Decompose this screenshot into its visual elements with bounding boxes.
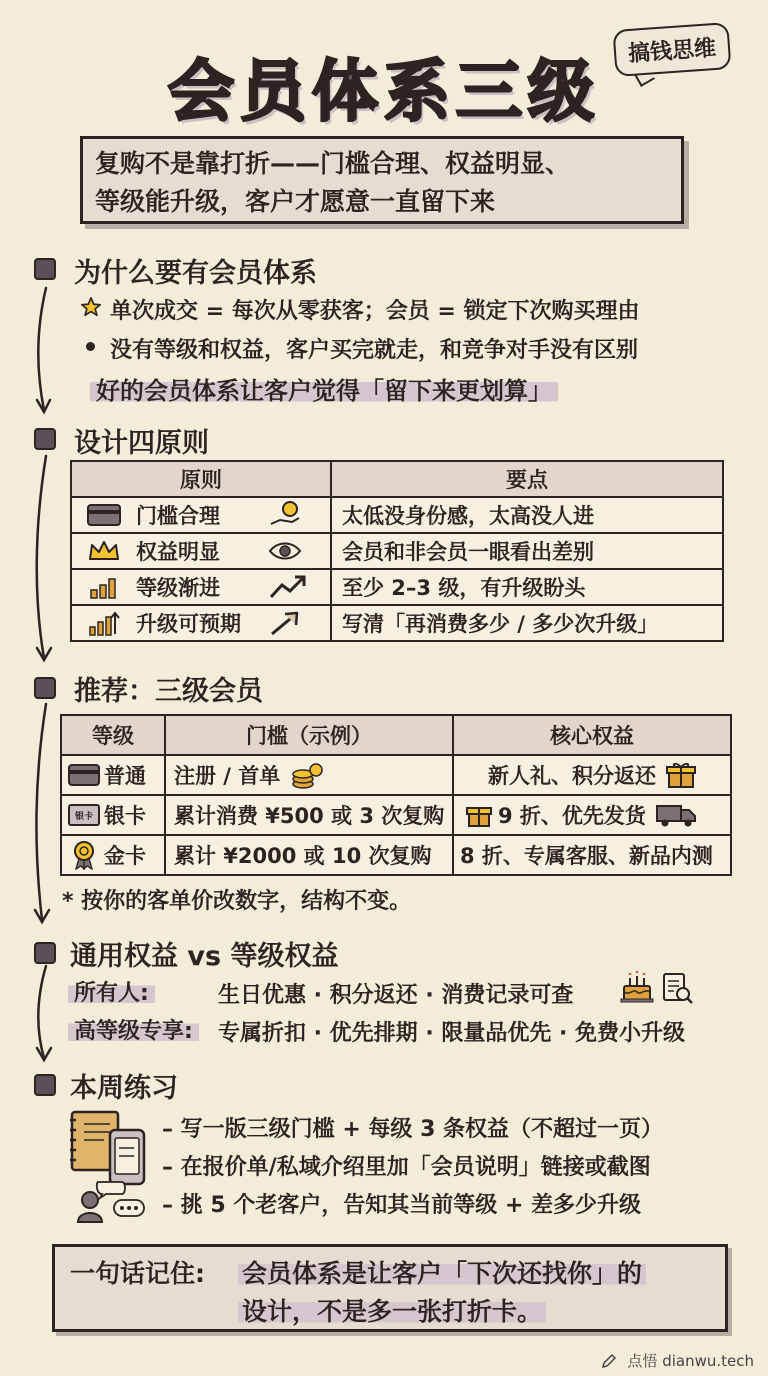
card-icon [68, 764, 100, 786]
intro-line-2: 等级能升级，客户才愿意一直留下来 [95, 187, 496, 216]
point-cell: 太低没身份感，太高没人进 [331, 497, 723, 533]
principle-label: 门槛合理 [136, 504, 220, 528]
arrow-3 [36, 704, 46, 920]
principles-col-header: 原则 [71, 461, 331, 497]
table-row [61, 835, 731, 875]
practice-item: – 在报价单/私域介绍里加「会员说明」链接或截图 [162, 1155, 651, 1180]
benefit-value: 新人礼、积分返还 [488, 764, 656, 788]
silver-card-icon: 银卡 [68, 804, 100, 826]
section-5-heading: 本周练习 [70, 1073, 178, 1104]
document-search-icon [662, 972, 694, 1010]
bar-up-icon [72, 610, 136, 636]
table-row [71, 569, 723, 605]
levels-table [60, 714, 732, 876]
level-name: 金卡 [104, 844, 146, 868]
point-cell: 至少 2–3 级，有升级盼头 [331, 569, 723, 605]
eye-icon [268, 540, 302, 562]
premium-label [68, 1014, 199, 1045]
benefit-value: 8 折、专属客服、新品内测 [460, 844, 713, 868]
table-row [71, 605, 723, 641]
principle-label: 权益明显 [136, 540, 220, 564]
cake-icon [620, 970, 654, 1008]
section-4-heading: 通用权益 vs 等级权益 [70, 941, 339, 972]
threshold-value: 累计消费 ¥500 或 3 次复购 [174, 804, 445, 828]
section-1-highlight [90, 371, 558, 406]
bullet-dot [86, 342, 95, 351]
benefit-col-header: 核心权益 [453, 715, 731, 755]
summary-line-1-text: 会员体系是让客户「下次还找你」的 [238, 1259, 646, 1288]
highlight-text: 好的会员体系让客户觉得「留下来更划算」 [90, 377, 558, 405]
section-3-marker [34, 677, 56, 699]
bar-chart-icon [72, 575, 136, 599]
trend-arrow-icon [268, 573, 308, 601]
threshold-value: 累计 ¥2000 或 10 次复购 [174, 844, 432, 868]
section-4-marker [34, 942, 56, 964]
arrow-4 [38, 966, 46, 1058]
threshold-col-header: 门槛（示例） [165, 715, 453, 755]
table-row [61, 755, 731, 795]
section-2-marker [34, 428, 56, 450]
point-cell: 写清「再消费多少 / 多少次升级」 [331, 605, 723, 641]
coins-icon [290, 760, 324, 790]
threshold-value: 注册 / 首单 [174, 764, 281, 788]
section-3-heading: 推荐：三级会员 [74, 676, 263, 707]
level-col-header: 等级 [61, 715, 165, 755]
premium-label-text: 高等级专享: [68, 1019, 199, 1044]
section-1-point-1: 单次成交 = 每次从零获客；会员 = 锁定下次购买理由 [110, 299, 640, 324]
watermark: 点悟 dianwu.tech [627, 1352, 754, 1370]
premium-value: 专属折扣 · 优先排期 · 限量品优先 · 免费小升级 [218, 1021, 686, 1046]
arrow-2 [37, 456, 46, 658]
pencil-icon [600, 1352, 618, 1374]
summary-line-1 [238, 1254, 646, 1290]
medal-icon [72, 840, 96, 870]
intro-box [80, 136, 684, 224]
benefit-value: 9 折、优先发货 [498, 804, 646, 828]
gift-icon [666, 761, 696, 789]
level-name: 银卡 [104, 804, 146, 828]
truck-icon [656, 802, 698, 828]
summary-line-2 [238, 1292, 546, 1328]
summary-line-2-text: 设计，不是多一张打折卡。 [238, 1297, 546, 1326]
badge: 搞钱思维 [613, 22, 732, 77]
chat-people-icon [76, 1178, 148, 1230]
principle-label: 等级渐进 [136, 576, 220, 600]
intro-line-1: 复购不是靠打折——门槛合理、权益明显、 [95, 149, 571, 178]
table-row [71, 533, 723, 569]
table-row [61, 795, 731, 835]
all-members-label-text: 所有人: [68, 981, 155, 1006]
all-members-label [68, 976, 155, 1007]
point-cell: 会员和非会员一眼看出差别 [331, 533, 723, 569]
crown-icon [72, 539, 136, 563]
section-2-heading: 设计四原则 [74, 428, 209, 459]
points-col-header: 要点 [331, 461, 723, 497]
page-title: 会员体系三级 [168, 53, 600, 130]
principles-table [70, 460, 724, 642]
hand-coin-icon [268, 500, 302, 530]
section-1-point-2: 没有等级和权益，客户买完就走，和竞争对手没有区别 [110, 338, 639, 363]
section-5-marker [34, 1074, 56, 1096]
summary-label: 一句话记住: [70, 1259, 205, 1288]
practice-item: – 挑 5 个老客户，告知其当前等级 + 差多少升级 [162, 1193, 642, 1218]
section-1-heading: 为什么要有会员体系 [74, 258, 317, 289]
principle-label: 升级可预期 [136, 612, 241, 636]
card-icon [72, 504, 136, 526]
section-1-marker [34, 258, 56, 280]
up-arrow-icon [268, 609, 302, 637]
practice-item: – 写一版三级门槛 + 每级 3 条权益（不超过一页） [162, 1117, 664, 1142]
gift-icon [466, 802, 492, 828]
star-icon [80, 296, 102, 322]
section-3-note: * 按你的客单价改数字，结构不变。 [62, 889, 412, 914]
arrow-1 [38, 288, 46, 410]
all-members-value: 生日优惠 · 积分返还 · 消费记录可查 [218, 983, 574, 1008]
table-row [71, 497, 723, 533]
level-name: 普通 [104, 764, 146, 788]
